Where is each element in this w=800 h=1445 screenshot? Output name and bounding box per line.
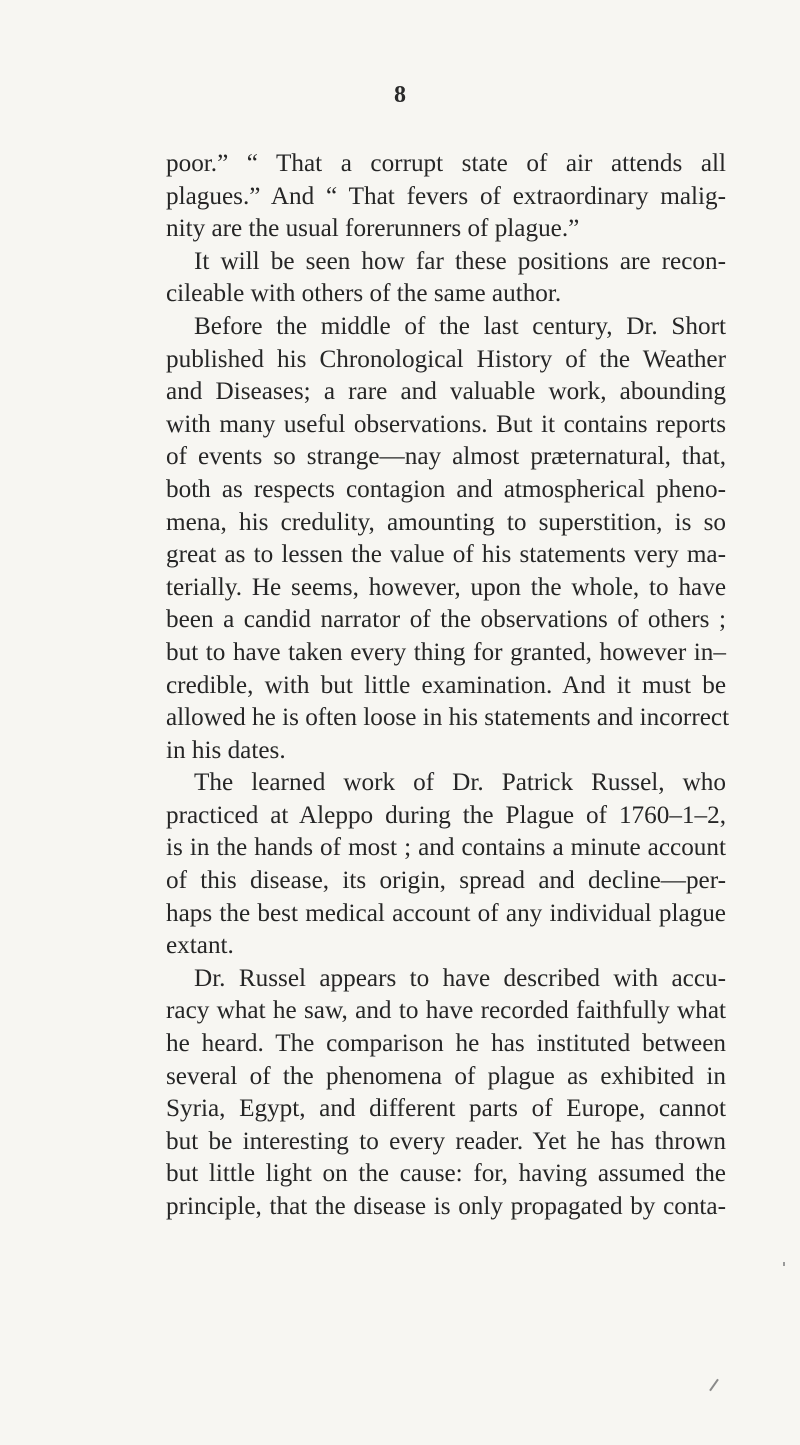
text-line: but to have taken every thing for granted, however in– [166,638,726,666]
text-line: Syria, Egypt, and different parts of Europe, cannot [166,1095,726,1123]
text-line: mena, his credulity, amounting to superstition, is so [166,508,726,536]
text-line: The learned work of Dr. Patrick Russel, who [194,769,726,797]
text-line: he heard. The comparison he has instituted between [166,1030,726,1058]
text-line: It will be seen how far these positions are recon- [194,247,726,275]
text-line: published his Chronological History of the Weather [166,345,726,373]
text-line: nity are the usual forerunners of plague.” [166,215,580,243]
text-line: with many useful observations. But it contains reports [166,410,726,438]
body-text [166,148,730,1224]
text-line: extant. [166,932,234,960]
text-line: principle, that the disease is only propagated by conta- [166,1193,726,1220]
text-line: but be interesting to every reader. Yet he has thrown [166,1127,726,1155]
text-line: and Diseases; a rare and valuable work, abounding [166,378,726,406]
text-line: racy what he saw, and to have recorded faithfully what [166,997,726,1025]
text-line: several of the phenomena of plague as exhibited in [166,1062,726,1090]
text-line: terially. He seems, however, upon the whole, to have [166,573,726,601]
text-line: of events so strange—nay almost præternatural, that, [166,443,726,471]
text-line: but little light on the cause: for, having assumed the [166,1160,726,1188]
text-line: both as respects contagion and atmospherical pheno- [166,475,726,503]
text-line: practiced at Aleppo during the Plague of 1760–1–2, [166,801,726,829]
text-line: is in the hands of most ; and contains a minute account [166,834,726,862]
text-line: been a candid narrator of the observations of others ; [166,606,726,634]
text-line: credible, with but little examination. And it must be [166,671,726,699]
text-line: plagues.” And “ That fevers of extraordinary malig- [166,182,726,210]
text-line: in his dates. [166,736,286,764]
text-line: of this disease, its origin, spread and decline—per- [166,867,726,895]
scan-mark [709,1379,719,1392]
text-line: cileable with others of the same author. [166,280,562,308]
text-line: great as to lessen the value of his statements very ma- [166,541,726,569]
text-line: allowed he is often loose in his statements and incorrect [166,704,730,732]
text-line: poor.” “ That a corrupt state of air attends all [166,150,726,177]
page-number: 8 [394,82,406,108]
text-line: Dr. Russel appears to have described with accu- [194,964,726,992]
scan-speck [783,1262,785,1266]
text-line: haps the best medical account of any individual plague [166,899,726,927]
text-line: Before the middle of the last century, Dr. Short [194,312,726,340]
